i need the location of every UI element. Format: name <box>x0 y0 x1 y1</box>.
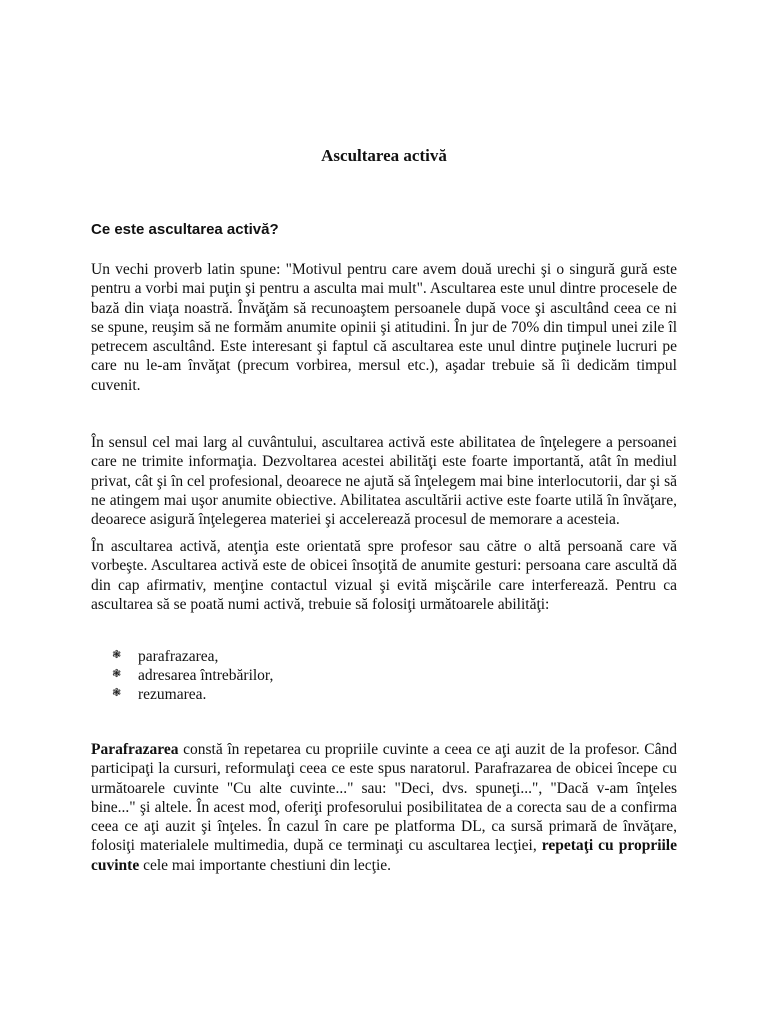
paraphrase-term: Parafrazarea <box>91 741 179 758</box>
list-item-text: parafrazarea, <box>138 648 219 665</box>
section-heading: Ce este ascultarea activă? <box>91 221 279 238</box>
list-item-text: adresarea întrebărilor, <box>138 667 274 684</box>
list-item-text: rezumarea. <box>138 686 207 703</box>
flower-bullet-icon: ❃ <box>112 686 122 699</box>
flower-bullet-icon: ❃ <box>112 667 122 680</box>
paragraph-paraphrase <box>91 740 677 875</box>
paragraph-proverb: Un vechi proverb latin spune: "Motivul pentru care avem două urechi şi o singură gură este pentru a vorbi mai puţin şi pentru a asculta mai mult". Ascultarea este unul dintre procesele de bază din viaţa noastră. Învăţăm să recunoaştem persoanele după voce şi ascultând ceea ce ni se spune, reuşim să ne formăm anumite opinii şi atitudini. În jur de 70% din timpul unei zile îl petrecem ascultând. Este interesant şi faptul că ascultarea este unul dintre puţinele lucruri pe care nu le-am învăţat (precum vorbirea, mersul etc.), aşadar trebuie să îi dedicăm timpul cuvenit. <box>91 261 677 394</box>
document-title: Ascultarea activă <box>321 146 447 165</box>
list-item <box>91 647 273 666</box>
paraphrase-text-2: cele mai importante chestiuni din lecţie. <box>139 856 392 874</box>
paragraph-attention: În ascultarea activă, atenţia este orientată spre profesor sau către o altă persoană care vă vorbeşte. Ascultarea activă este de obicei însoţită de anumite gesturi: persoana care ascultă dă din cap afirmativ, menţine contactul vizual şi evită mişcările care interferează. Pentru ca ascultarea să se poată numi activă, trebuie să folosiţi următoarele abilităţi: <box>91 538 677 613</box>
flower-bullet-icon: ❃ <box>112 648 122 661</box>
paragraph-definition: În sensul cel mai larg al cuvântului, ascultarea activă este abilitatea de înţelegere a persoanei care ne trimite informaţia. Dezvoltarea acestei abilităţi este foarte importantă, atât în mediul privat, cât şi în cel profesional, deoarece ne ajută să înţelegem mai bine interlocutorii, dar şi să ne atingem mai uşor anumite obiective. Abilitatea ascultării active este foarte utilă în învăţare, deoarece asigură înţelegerea materiei şi accelerează procesul de memorare a acesteia. <box>91 434 677 529</box>
skills-list <box>91 647 273 704</box>
list-item <box>91 666 273 685</box>
document-page <box>91 0 677 1024</box>
paraphrase-emphasis: repetaţi cu propriile cuvinte <box>91 837 677 874</box>
list-item <box>91 685 273 704</box>
paraphrase-text-1: constă în repetarea cu propriile cuvinte a ceea ce aţi auzit de la profesor. Când participaţi la cursuri, reformulaţi ceea ce este spus naratorul. Parafrazarea de obicei începe cu următoarele cuvinte "Cu alte cuvinte..." sau: "Deci, dvs. spuneţi...", "Dacă v-am înţeles bine..." şi altele. În acest mod, oferiţi profesorului posibilitatea de a corecta sau de a confirma ceea ce aţi auzit şi înţeles. În cazul în care pe platforma DL, ca sursă primară de învăţare, folosiţi materialele multimedia, după ce terminaţi cu ascultarea lecţiei, <box>91 741 677 855</box>
